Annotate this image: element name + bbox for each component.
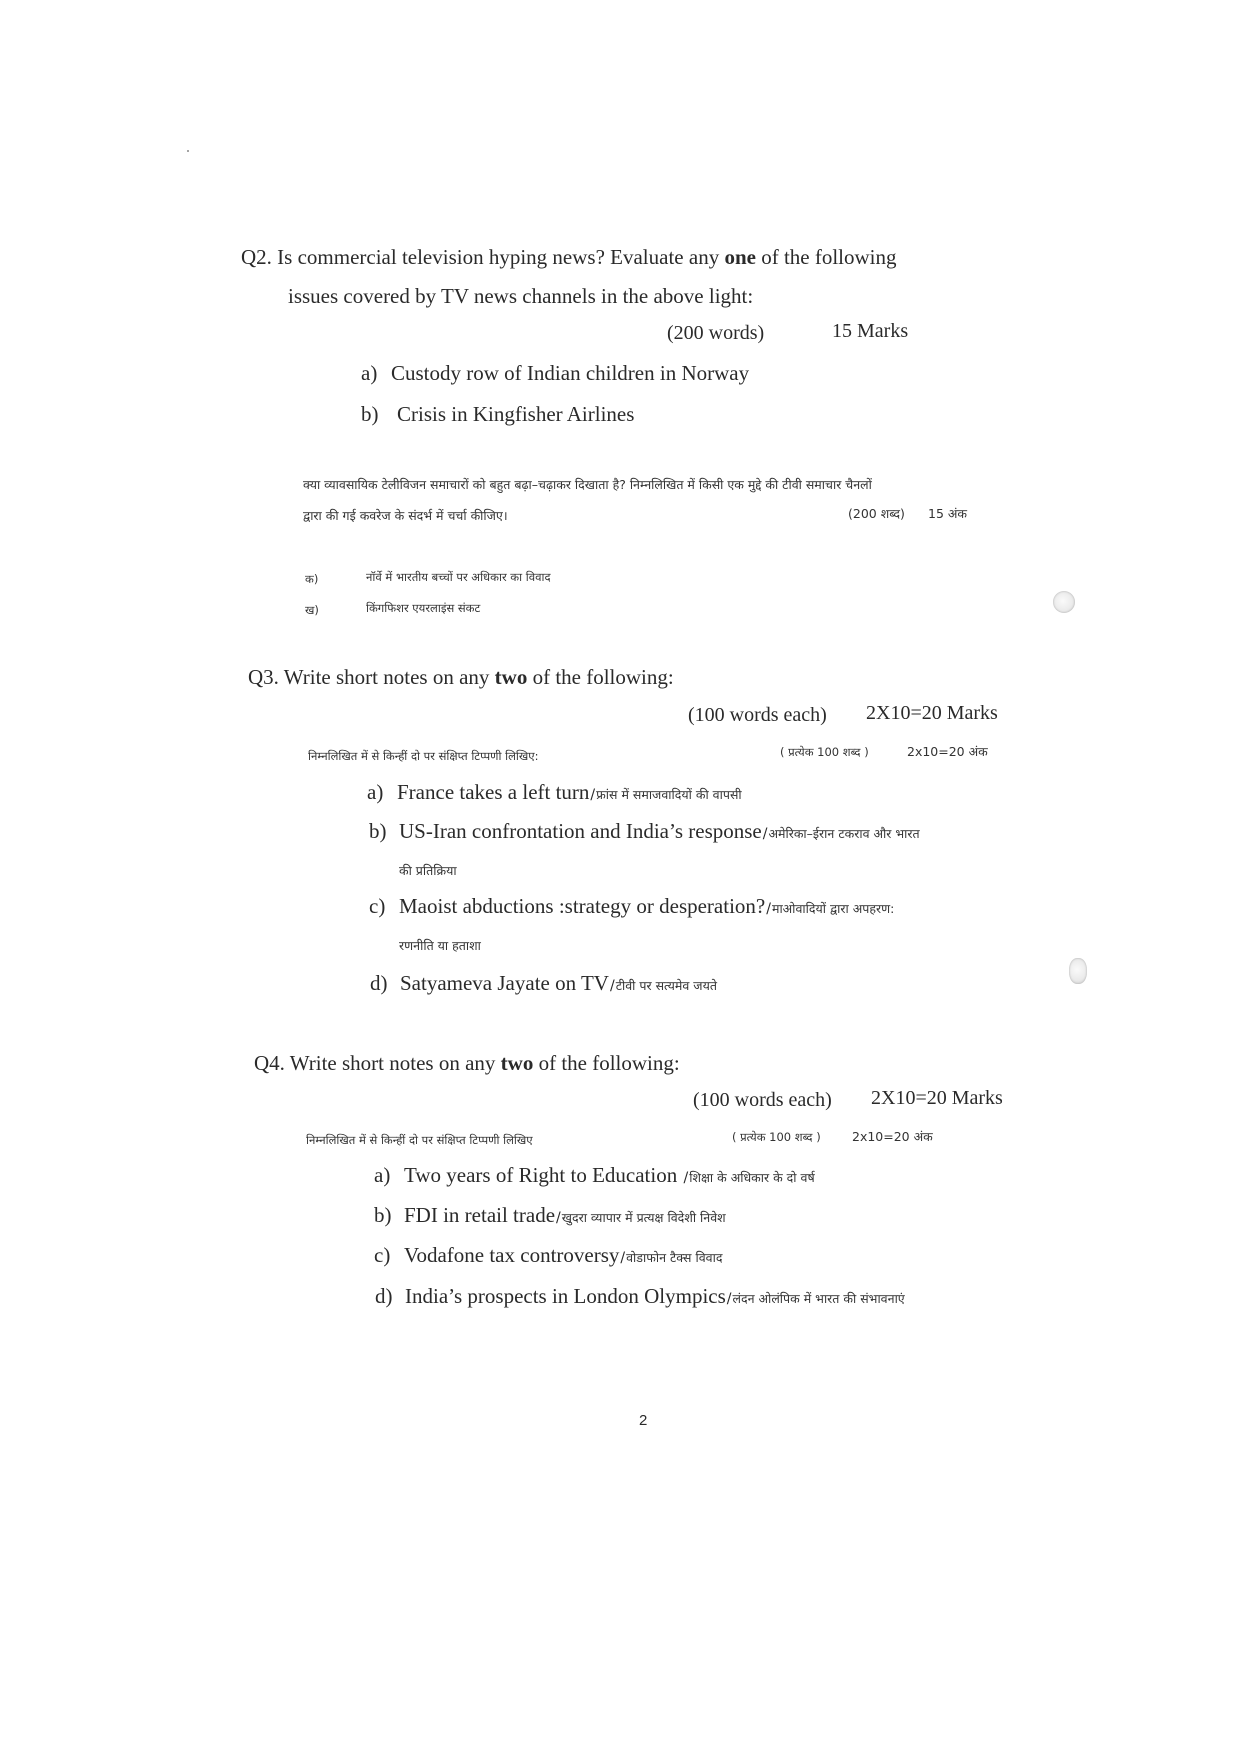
q2-hindi-option-a-label: क) [305,572,319,586]
q2-marks: 15 Marks [832,320,909,342]
q3-option-d: d) Satyameva Jayate on TV/टीवी पर सत्यमेव जयते [370,971,717,995]
q4-hindi-word-limit: ( प्रत्येक 100 शब्द ) [732,1130,821,1144]
q3-question: Q3. Write short notes on any two of the following: [248,665,674,689]
q3-word-limit: (100 words each) [688,704,827,726]
q3-option-c-hindi-cont: रणनीति या हताशा [399,938,481,953]
q3-option-c: c) Maoist abductions :strategy or desperation?/माओवादियों द्वारा अपहरण: [369,894,895,918]
q4-word-limit: (100 words each) [693,1089,832,1111]
q3-option-a: a) France takes a left turn/फ्रांस में समाजवादियों की वापसी [367,780,742,804]
q3-option-b-hindi-cont: की प्रतिक्रिया [399,863,457,878]
punch-hole-mark [1053,591,1075,613]
q3-hindi-instruction: निम्नलिखित में से किन्हीं दो पर संक्षिप्त टिप्पणी लिखिए: [308,749,539,763]
q2-hindi-marks: 15 अंक [928,506,968,521]
page-number: 2 [639,1412,648,1429]
punch-hole-mark [1069,958,1087,984]
q4-hindi-instruction: निम्नलिखित में से किन्हीं दो पर संक्षिप्त टिप्पणी लिखिए [306,1133,533,1147]
q4-option-c: c) Vodafone tax controversy/वोडाफोन टैक्स विवाद [374,1243,723,1267]
q4-hindi-marks: 2x10=20 अंक [852,1129,933,1144]
q2-option-a: a) Custody row of Indian children in Norway [361,361,750,385]
q2-option-b: b) Crisis in Kingfisher Airlines [361,402,635,426]
q3-marks: 2X10=20 Marks [866,702,998,724]
q2-hindi-option-b-label: ख) [305,603,319,617]
q4-option-b: b) FDI in retail trade/खुदरा व्यापार में प्रत्यक्ष विदेशी निवेश [374,1203,726,1227]
q4-question: Q4. Write short notes on any two of the following: [254,1051,680,1075]
q2-question-cont: issues covered by TV news channels in the above light: [288,284,754,308]
q2-word-limit: (200 words) [667,322,765,344]
q4-option-a: a) Two years of Right to Education /शिक्षा के अधिकार के दो वर्ष [374,1163,815,1187]
q4-option-d: d) India’s prospects in London Olympics/लंदन ओलंपिक में भारत की संभावनाएं [375,1284,905,1308]
q2-hindi-option-a: नॉर्वे में भारतीय बच्चों पर अधिकार का विवाद [366,570,551,584]
q2-hindi-option-b: किंगफिशर एयरलाइंस संकट [366,601,481,615]
q2-hindi-question-cont: द्वारा की गई कवरेज के संदर्भ में चर्चा कीजिए। [303,508,508,523]
scan-speck [187,150,189,152]
q2-hindi-word-limit: (200 शब्द) [848,506,905,521]
q3-option-b: b) US-Iran confrontation and India’s response/अमेरिका–ईरान टकराव और भारत [369,819,920,843]
q3-hindi-marks: 2x10=20 अंक [907,744,988,759]
q2-hindi-question: क्या व्यावसायिक टेलीविजन समाचारों को बहुत बढ़ा–चढ़ाकर दिखाता है? निम्नलिखित में किसी एक मुद्दे की टीवी समाचार चैनलों [303,477,872,492]
q4-marks: 2X10=20 Marks [871,1087,1003,1109]
q3-hindi-word-limit: ( प्रत्येक 100 शब्द ) [780,745,869,759]
q2-question: Q2. Is commercial television hyping news? Evaluate any one of the following [241,245,897,269]
